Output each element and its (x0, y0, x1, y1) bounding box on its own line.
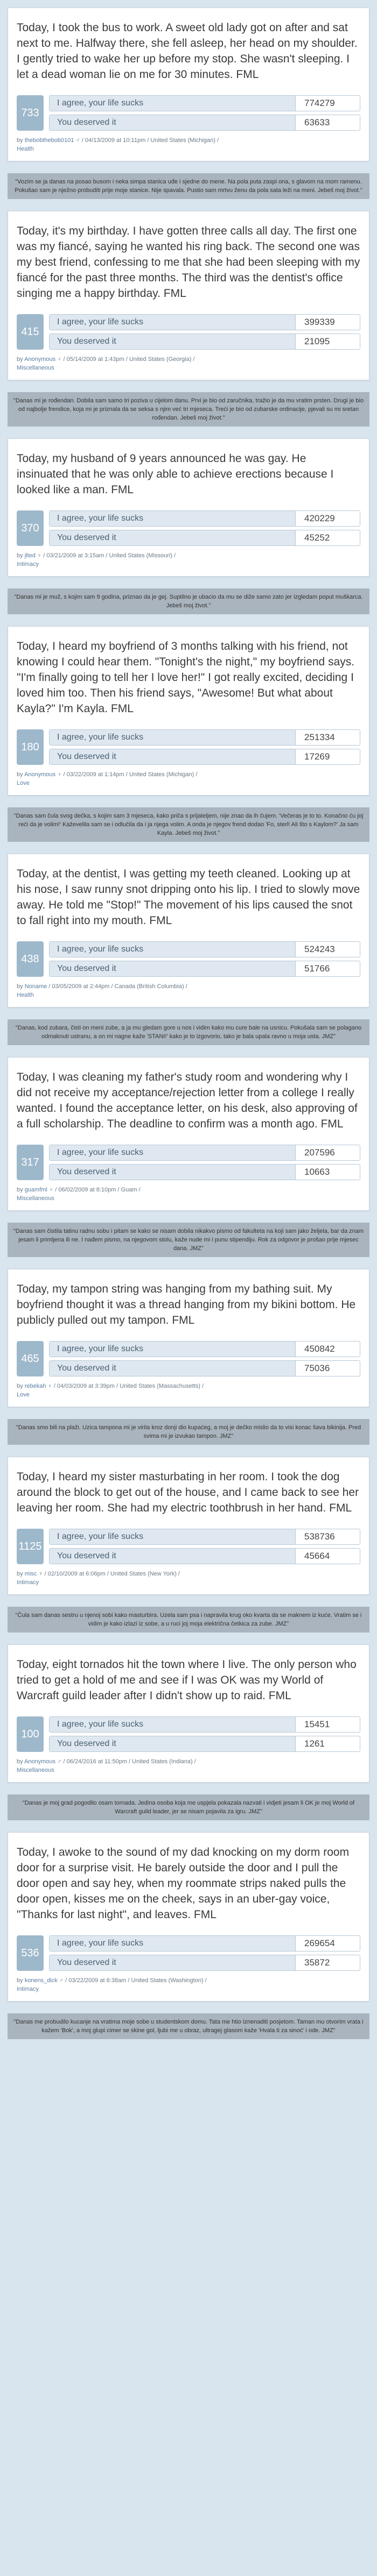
translation-note: "Vozim se ja danas na posao busom i neka simpa stanica uđe i sjedne do mene. Na pola puta zaspi ona, s glavom na mom ramenu. Pokušao sam je nježno probuditi prije moje stanice. Nije spavala. Pustio sam mrtvu ženu da pola sata leži na meni. Jebeš moj život." (8, 173, 369, 199)
comment-count-badge[interactable]: 317 (17, 1145, 44, 1180)
vote-options (49, 941, 360, 977)
post-text: Today, I heard my boyfriend of 3 months talking with his friend, not knowing I could hear them. "Tonight's the night," my boyfriend says. "I'm finally going to tell her I love her!" I got really excited, deciding I loved him too. Then his friend says, "Awesome! But what about Kayla?" I'm Kayla. FML (17, 640, 355, 715)
post-text: Today, I heard my sister masturbating in her room. I took the dog around the block to get out of the house, and I came back to see her leaving her room. She had my electric toothbrush in her hand. FML (17, 1471, 359, 1514)
vote-options (49, 1529, 360, 1564)
deserve-count: 21095 (295, 334, 360, 349)
post-meta: by rebekah ♀ / 04/03/2009 at 3:39pm / United States (Massachusetts) / Love (17, 1383, 204, 1398)
category-link[interactable]: Health (17, 146, 34, 152)
agree-count: 269654 (295, 1936, 360, 1951)
deserve-vote-button[interactable] (49, 1955, 360, 1971)
post-card (8, 1644, 369, 1783)
translation-note: "Danas me probudilo kucanje na vratima moje sobe u studentskom domu. Tata me htio iznenaditi posjetom. Taman mu otvorim vrata i kažem 'Bok', a moj glupi cimer se skine gol, ljubi me u obraz, ultragej glasom kaže 'Hvala ti za sinoć' i ode. JMZ" (8, 2013, 369, 2039)
post-meta: by misc ♀ / 02/10/2009 at 6:06pm / United States (New York) / Intimacy (17, 1571, 180, 1586)
author-link[interactable]: misc (24, 1571, 37, 1577)
agree-count: 207596 (295, 1145, 360, 1160)
post-details: / 03/05/2009 at 2:44pm / Canada (British Columbia) / (47, 983, 187, 990)
agree-vote-button[interactable] (49, 1716, 360, 1733)
agree-count: 774279 (295, 96, 360, 111)
author-link[interactable]: rebekah (24, 1383, 46, 1389)
vote-options (49, 1935, 360, 1971)
agree-label: I agree, your life sucks (50, 1529, 295, 1544)
agree-label: I agree, your life sucks (50, 1342, 295, 1357)
vote-options (49, 1716, 360, 1752)
author-link[interactable]: Noname (24, 983, 47, 990)
post-meta: by konens_dick ♂ / 03/22/2009 at 6:38am / United States (Washington) / Intimacy (17, 1977, 207, 1992)
post-meta: by guamfml ♀ / 06/02/2009 at 8:10pm / Guam / Miscellaneous (17, 1187, 141, 1202)
author-link[interactable]: guamfml (24, 1187, 47, 1193)
deserve-vote-button[interactable] (49, 1360, 360, 1376)
post-text: Today, I awoke to the sound of my dad knocking on my dorm room door for a surprise visit. He barely outside the door and I pull the door open and say hey, when my roommate strips naked pulls the door open, kisses me on the cheek, says in an uber-gay voice, "Thanks for last night", and leaves. FML (17, 1846, 350, 1921)
deserve-label: You deserved it (50, 1361, 295, 1376)
agree-label: I agree, your life sucks (50, 942, 295, 957)
deserve-count: 45664 (295, 1549, 360, 1564)
vote-block (17, 1716, 360, 1752)
deserve-label: You deserved it (50, 530, 295, 545)
translation-note: "Danas sam čula svog dečka, s kojim sam 3 mjeseca, kako priča s prijateljem, nije znao da ih čujem. 'Večeras je to to. Konačno ću joj reći da je volim!' Kaževelila sam se i odlučila da i ja njega volim. A onda je njegov frend dodao 'Fo, sterl! Ali što s Kaylom?' Ja sam Kayla. Jebeš moj život." (8, 807, 369, 842)
comment-count-badge[interactable]: 733 (17, 95, 44, 131)
vote-options (49, 729, 360, 765)
agree-count: 251334 (295, 730, 360, 745)
comment-count-badge[interactable]: 100 (17, 1716, 44, 1752)
comment-count-badge[interactable]: 415 (17, 314, 44, 350)
deserve-vote-button[interactable] (49, 333, 360, 350)
agree-count: 524243 (295, 942, 360, 957)
agree-vote-button[interactable] (49, 1529, 360, 1545)
deserve-label: You deserved it (50, 749, 295, 764)
deserve-count: 35872 (295, 1955, 360, 1970)
deserve-count: 1261 (295, 1736, 360, 1751)
vote-block (17, 1145, 360, 1180)
deserve-vote-button[interactable] (49, 749, 360, 765)
deserve-count: 45252 (295, 530, 360, 545)
category-link[interactable]: Love (17, 1392, 30, 1398)
post-details: ♀ / 03/22/2009 at 1:14pm / United States (Michigan) / (55, 771, 198, 778)
deserve-label: You deserved it (50, 334, 295, 349)
translation-note: "Danas mi je muž, s kojim sam 9 godina, priznao da je gej. Suptilno je ubacio da mu se diže samo zato jer izgledam poput muškarca. Jebeš moj život." (8, 588, 369, 614)
agree-vote-button[interactable] (49, 729, 360, 746)
post-card (8, 1057, 369, 1211)
agree-count: 15451 (295, 1717, 360, 1732)
author-link[interactable]: Anonymous (24, 771, 56, 778)
post-details: ♂ / 04/13/2009 at 10:11pm / United States (Michigan) / (74, 137, 219, 144)
vote-block (17, 1341, 360, 1376)
post-text: Today, my tampon string was hanging from my bathing suit. My boyfriend thought it was a thread hanging from my bikini bottom. He publicly pulled out my tampon. FML (17, 1283, 356, 1326)
post-text: Today, I was cleaning my father's study room and wondering why I did not receive my acceptance/rejection letter from a college I really wanted. I found the acceptance letter, on his desk, also approving of a full scholarship. The deadline to confirm was a month ago. FML (17, 1071, 358, 1130)
vote-options (49, 314, 360, 350)
category-link[interactable]: Intimacy (17, 1986, 39, 1992)
post-text: Today, I took the bus to work. A sweet old lady got on after and sat next to me. Halfway there, she fell asleep, her head on my shoulder. I gently tried to wake her up before my stop. She wasn't sleeping. I let a dead woman lie on me for 30 minutes. FML (17, 22, 358, 81)
post-card (8, 854, 369, 1007)
comment-count-badge[interactable]: 438 (17, 941, 44, 977)
post-details: ♂ / 03/22/2009 at 6:38am / United States (Washington) / (57, 1977, 207, 1984)
comment-count-badge[interactable]: 536 (17, 1935, 44, 1971)
vote-options (49, 1145, 360, 1180)
author-link[interactable]: konens_dick (24, 1977, 58, 1984)
post-details: ♀ / 06/02/2009 at 8:10pm / Guam / (47, 1187, 141, 1193)
agree-label: I agree, your life sucks (50, 730, 295, 745)
post-details: ♀ / 05/14/2009 at 1:43pm / United States (Georgia) / (55, 356, 195, 363)
author-link[interactable]: jlted (24, 552, 36, 559)
comment-count-badge[interactable]: 180 (17, 729, 44, 765)
agree-vote-button[interactable] (49, 510, 360, 527)
vote-options (49, 95, 360, 131)
deserve-label: You deserved it (50, 961, 295, 976)
comment-count-badge[interactable]: 370 (17, 510, 44, 546)
agree-count: 399339 (295, 315, 360, 330)
agree-label: I agree, your life sucks (50, 1717, 295, 1732)
vote-block (17, 1935, 360, 1971)
deserve-vote-button[interactable] (49, 1164, 360, 1180)
agree-label: I agree, your life sucks (50, 1145, 295, 1160)
post-details: ♀ / 03/21/2009 at 3:15am / United States (Missouri) / (35, 552, 176, 559)
post-meta: by Anonymous ♂ / 06/24/2016 at 11:50pm / United States (Indiana) / Miscellaneous (17, 1758, 196, 1773)
vote-block (17, 314, 360, 350)
post-details: ♂ / 06/24/2016 at 11:50pm / United States (Indiana) / (55, 1758, 196, 1765)
translation-note: "Danas mi je rođendan. Dobila sam samo tri poziva u cijelom danu. Prvi je bio od zaručnika, tražio je da mu vratim prsten. Drugi je bio od najbolje frendice, koja mi je priznala da se seksa s njim već tri mjeseca. Treći je bio od zubarske ordinacije, pjevali su mi sretan rođendan. Jebeš moj život." (8, 392, 369, 427)
deserve-vote-button[interactable] (49, 530, 360, 546)
post-meta: by jlted ♀ / 03/21/2009 at 3:15am / United States (Missouri) / Intimacy (17, 552, 176, 567)
deserve-count: 63633 (295, 115, 360, 130)
deserve-count: 75036 (295, 1361, 360, 1376)
agree-count: 538736 (295, 1529, 360, 1544)
post-card (8, 211, 369, 380)
agree-vote-button[interactable] (49, 314, 360, 330)
post-card (8, 626, 369, 796)
agree-vote-button[interactable] (49, 95, 360, 111)
post-card (8, 438, 369, 577)
vote-block (17, 95, 360, 131)
agree-label: I agree, your life sucks (50, 511, 295, 526)
translation-note: "Danas je moj grad pogodilo osam tornada. Jedina osoba koja me uspjela pokazala nazvati i vidjeti jesam li OK je moj World of Warcraft guild leader, jer se nisam pojavila za igru. JMZ" (8, 1794, 369, 1820)
category-link[interactable]: Miscellaneous (17, 365, 54, 371)
deserve-label: You deserved it (50, 115, 295, 130)
translation-note: "Čula sam danas sestru u njenoj sobi kako masturbira. Uzela sam psa i napravila krug oko kvarta da se maknem iz kuće. Vratim se i vidim je kako izlazi iz sobe, a u ruci joj moja električna četkica za zube. JMZ" (8, 1607, 369, 1633)
post-meta: by Anonymous ♀ / 05/14/2009 at 1:43pm / United States (Georgia) / Miscellaneous (17, 356, 195, 371)
deserve-label: You deserved it (50, 1736, 295, 1751)
post-card (8, 8, 369, 161)
agree-label: I agree, your life sucks (50, 96, 295, 111)
deserve-vote-button[interactable] (49, 115, 360, 131)
agree-vote-button[interactable] (49, 1935, 360, 1951)
vote-block (17, 510, 360, 546)
vote-block (17, 729, 360, 765)
vote-options (49, 1341, 360, 1376)
deserve-label: You deserved it (50, 1165, 295, 1180)
agree-count: 450842 (295, 1342, 360, 1357)
deserve-vote-button[interactable] (49, 1736, 360, 1752)
category-link[interactable]: Intimacy (17, 561, 39, 567)
deserve-label: You deserved it (50, 1955, 295, 1970)
feed (8, 0, 369, 2039)
deserve-label: You deserved it (50, 1549, 295, 1564)
vote-options (49, 510, 360, 546)
author-link[interactable]: Anonymous (24, 1758, 56, 1765)
vote-block (17, 1529, 360, 1564)
category-link[interactable]: Miscellaneous (17, 1195, 54, 1202)
post-text: Today, it's my birthday. I have gotten three calls all day. The first one was my fiancé, saying he wanted his ring back. The second one was my best friend, confessing to me that she had been sleeping with my fiancé for the past three months. The third was the dentist's office singing me a happy birthday. FML (17, 225, 360, 300)
post-text: Today, at the dentist, I was getting my teeth cleaned. Looking up at his nose, I saw runny snot dripping onto his lip. I tried to slowly move away. He told me "Stop!" The movement of his lips caused the snot to fall right into my mouth. FML (17, 868, 360, 927)
agree-label: I agree, your life sucks (50, 315, 295, 330)
post-text: Today, my husband of 9 years announced he was gay. He insinuated that he was only able to achieve erections because I looked like a man. FML (17, 452, 334, 496)
post-card (8, 1457, 369, 1595)
deserve-vote-button[interactable] (49, 1548, 360, 1564)
post-meta: by Anonymous ♀ / 03/22/2009 at 1:14pm / United States (Michigan) / Love (17, 771, 198, 786)
post-meta: by thebobthebob0101 ♂ / 04/13/2009 at 10:11pm / United States (Michigan) / Health (17, 137, 219, 152)
post-details: ♀ / 02/10/2009 at 6:06pm / United States (New York) / (37, 1571, 180, 1577)
deserve-count: 51766 (295, 961, 360, 976)
category-link[interactable]: Intimacy (17, 1579, 39, 1586)
post-card (8, 1269, 369, 1407)
agree-vote-button[interactable] (49, 1341, 360, 1357)
agree-vote-button[interactable] (49, 1145, 360, 1161)
deserve-count: 10663 (295, 1165, 360, 1180)
author-link[interactable]: thebobthebob0101 (24, 137, 74, 144)
deserve-count: 17269 (295, 749, 360, 764)
post-card (8, 1832, 369, 2002)
translation-note: "Danas smo bili na plaži. Uzica tampona mi je virila kroz donji dio kupaćeg, a moj je dečko mislio da to visi konac šava bikinija. Pred svima mi je izvukao tampon. JMZ" (8, 1419, 369, 1445)
comment-count-badge[interactable]: 465 (17, 1341, 44, 1376)
post-details: ♀ / 04/03/2009 at 3:39pm / United States (Massachusetts) / (46, 1383, 204, 1389)
deserve-vote-button[interactable] (49, 961, 360, 977)
post-text: Today, eight tornados hit the town where I live. The only person who tried to get a hold of me and see if I was OK was my World of Warcraft guild leader after I didn't show up to raid. FML (17, 1658, 357, 1702)
agree-label: I agree, your life sucks (50, 1936, 295, 1951)
translation-note: "Danas, kod zubara, čisti on meni zube, a ja mu gledam gore u nos i vidim kako mu cure bale na usnicu. Pokušala sam se polagano odmaknuti ustranu, a on mi nagne kaže 'STANI!' kako je to izgovorio, tako je bala upala ravno u moja usta. JMZ" (8, 1019, 369, 1045)
vote-block (17, 941, 360, 977)
category-link[interactable]: Miscellaneous (17, 1767, 54, 1773)
agree-count: 420229 (295, 511, 360, 526)
comment-count-badge[interactable]: 1125 (17, 1529, 44, 1564)
agree-vote-button[interactable] (49, 941, 360, 957)
category-link[interactable]: Love (17, 780, 30, 786)
category-link[interactable]: Health (17, 992, 34, 998)
author-link[interactable]: Anonymous (24, 356, 56, 363)
post-meta: by Noname / 03/05/2009 at 2:44pm / Canada (British Columbia) / Health (17, 983, 187, 998)
translation-note: "Danas sam čistila tatinu radnu sobu i pitam se kako se nisam dobila nikakvo pismo od fakulteta na koji sam jako željela, bar da znam jesam li primljena ili ne. I nađem pismo, na njegovom stolu, kaže nude mi i punu stipendiju. Rok za odgovor je prošao prije mjesec dana. JMZ" (8, 1223, 369, 1257)
